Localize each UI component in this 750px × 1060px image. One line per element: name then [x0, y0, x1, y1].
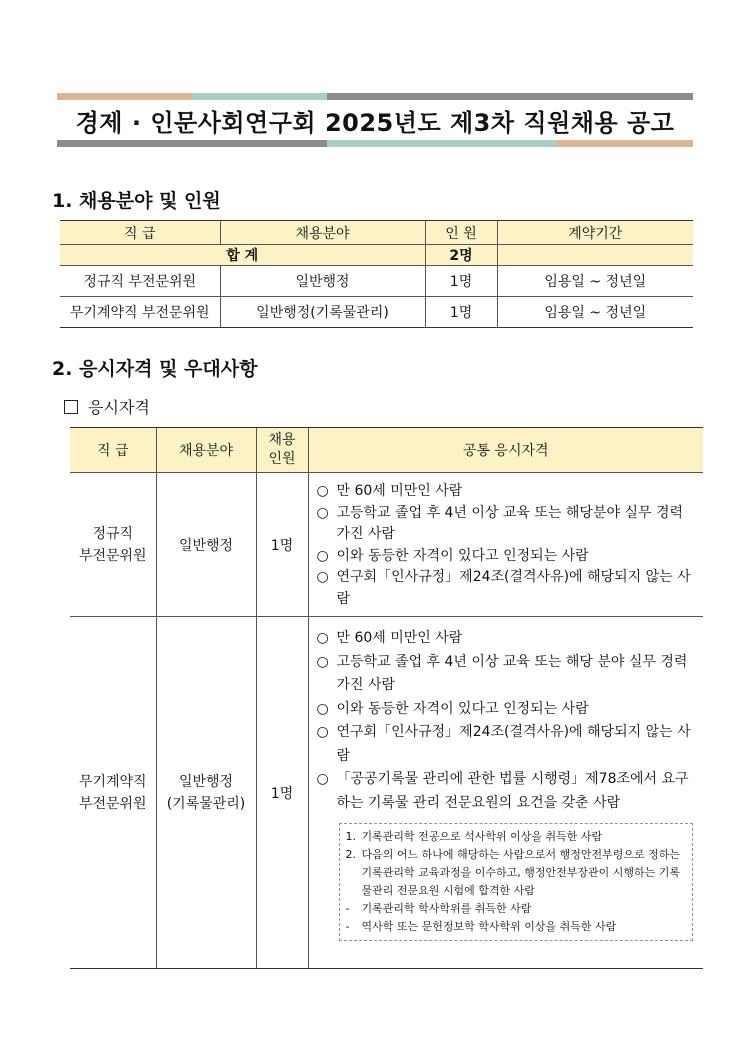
recruitment-table — [60, 220, 693, 328]
col-header-period: 계약기간 — [497, 221, 693, 245]
qualifications-table — [70, 427, 703, 969]
row-count: 1명 — [425, 266, 497, 297]
row-count: 1명 — [425, 297, 497, 328]
note-item: - 역사학 또는 문헌정보학 학사학위 이상을 취득한 사람 — [345, 920, 617, 933]
col-header-count: 채용 인원 — [256, 428, 308, 473]
qual-item: ○ 고등학교 졸업 후 4년 이상 교육 또는 해당 분야 실무 경력 가진 사람 — [317, 651, 698, 698]
circle-bullet-icon: ○ — [316, 569, 329, 585]
row-quals — [308, 473, 703, 617]
note-item: - 기록관리학 학사학위를 취득한 사람 — [345, 902, 532, 915]
header-bottom-bar — [57, 140, 693, 147]
table-row — [60, 297, 693, 328]
row-period: 임용일 ~ 정년일 — [497, 266, 693, 297]
circle-bullet-icon: ○ — [316, 724, 329, 740]
total-count: 2명 — [425, 245, 497, 266]
table-row — [60, 266, 693, 297]
table-row — [70, 473, 703, 617]
circle-bullet-icon: ○ — [316, 653, 329, 670]
checkbox-square-icon — [64, 400, 78, 414]
bar-segment-gray — [57, 140, 327, 147]
row-grade: 정규직 부전문위원 — [70, 473, 156, 617]
qual-item: ○ 연구회「인사규정」제24조(결격사유)에 해당되지 않는 사람 — [317, 721, 698, 768]
bar-segment-tan — [57, 93, 192, 100]
total-period-empty — [497, 245, 693, 266]
circle-bullet-icon: ○ — [316, 630, 329, 646]
qual-item: ○ 이와 동등한 자격이 있다고 인정되는 사람 — [317, 546, 698, 568]
qual-item: ○ 연구회「인사규정」제24조(결격사유)에 해당되지 않는 사람 — [317, 567, 698, 610]
circle-bullet-icon: ○ — [316, 504, 329, 521]
qual-item: ○ 만 60세 미만인 사람 — [317, 481, 698, 503]
col-header-count: 인 원 — [425, 221, 497, 245]
col-header-grade: 직 급 — [70, 428, 156, 473]
table-header-row — [60, 221, 693, 245]
note-item: 2. 다음의 어느 하나에 해당하는 사람으로서 행정안전부령으로 정하는 기록관리학 교육과정을 이수하고, 행정안전부장관이 시행하는 기록물관리 전문요원 시험에 합격한 사람 — [345, 848, 681, 897]
row-grade: 무기계약직 부전문위원 — [70, 617, 156, 969]
row-grade: 정규직 부전문위원 — [60, 266, 220, 297]
row-count: 1명 — [256, 473, 308, 617]
qual-item: ○ 이와 동등한 자격이 있다고 인정되는 사람 — [317, 698, 698, 722]
row-field: 일반행정 (기록물관리) — [156, 617, 256, 969]
qual-item: ○ 만 60세 미만인 사람 — [317, 627, 698, 651]
total-row — [60, 245, 693, 266]
col-header-quals: 공통 응시자격 — [308, 428, 703, 473]
bar-segment-teal — [327, 140, 557, 147]
circle-bullet-icon: ○ — [316, 483, 329, 499]
table-header-row — [70, 428, 703, 473]
row-field: 일반행정(기록물관리) — [220, 297, 425, 328]
row-period: 임용일 ~ 정년일 — [497, 297, 693, 328]
row-field: 일반행정 — [156, 473, 256, 617]
page-title: 경제 · 인문사회연구회 2025년도 제3차 직원채용 공고 — [75, 109, 675, 137]
col-header-field: 채용분야 — [220, 221, 425, 245]
row-count: 1명 — [256, 617, 308, 969]
total-label: 합 계 — [60, 245, 425, 266]
requirements-note-box — [339, 823, 694, 941]
bar-segment-tan — [557, 140, 693, 147]
bar-segment-gray — [327, 93, 693, 100]
subheading-label: 응시자격 — [88, 398, 150, 417]
qual-item: ○ 「공공기록물 관리에 관한 법률 시행령」제78조에서 요구하는 기록물 관리 전문요원의 요건을 갖춘 사람 — [317, 768, 698, 815]
row-quals — [308, 617, 703, 969]
col-header-field: 채용분야 — [156, 428, 256, 473]
circle-bullet-icon: ○ — [316, 771, 329, 787]
note-item: 1. 기록관리학 전공으로 석사학위 이상을 취득한 사람 — [345, 830, 603, 843]
bar-segment-teal — [192, 93, 327, 100]
row-field: 일반행정 — [220, 266, 425, 297]
table-row — [70, 617, 703, 969]
section1-heading: 1. 채용분야 및 인원 — [52, 190, 221, 212]
subheading-qualifications — [64, 395, 150, 418]
circle-bullet-icon: ○ — [316, 547, 329, 564]
qual-item: ○ 고등학교 졸업 후 4년 이상 교육 또는 해당분야 실무 경력 가진 사람 — [317, 503, 698, 546]
row-grade: 무기계약직 부전문위원 — [60, 297, 220, 328]
header-top-bar — [57, 93, 693, 100]
circle-bullet-icon: ○ — [316, 700, 329, 717]
section2-heading: 2. 응시자격 및 우대사항 — [52, 358, 258, 380]
col-header-grade: 직 급 — [60, 221, 220, 245]
